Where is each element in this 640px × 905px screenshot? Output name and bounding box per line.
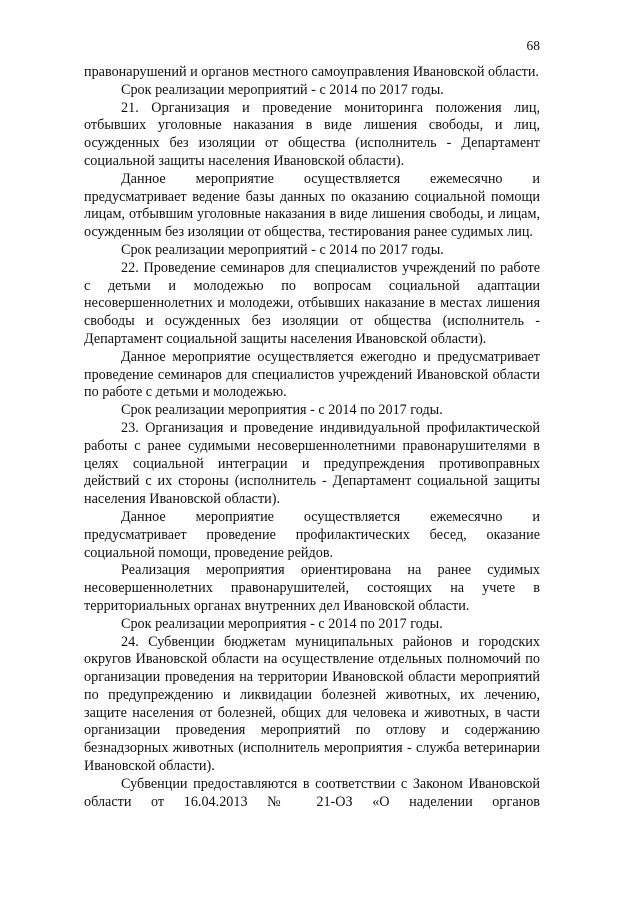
document-body [84, 64, 540, 811]
paragraph: 24. Субвенции бюджетам муниципальных районов и городских округов Ивановской области на осуществление отдельных полномочий по организации проведения на территории Ивановской области мероприятий по предупреждению и ликвидации болезней животных, их лечению, защите населения от болезней, общих для человека и животных, в части организации проведения мероприятий по отлову и содержанию безнадзорных животных (исполнитель мероприятия - служба ветеринарии Ивановской области). [84, 633, 540, 775]
paragraph: Срок реализации мероприятия - с 2014 по 2017 годы. [121, 615, 443, 632]
paragraph: 22. Проведение семинаров для специалистов учреждений по работе с детьми и молодежью по вопросам социальной адаптации несовершеннолетних и молодежи, отбывших наказание в местах лишения свободы и осужденных без изоляции от общества (исполнитель - Департамент социальной защиты населения Ивановской области). [84, 259, 540, 347]
paragraph: Срок реализации мероприятий - с 2014 по 2017 годы. [121, 81, 444, 98]
paragraph: Субвенции предоставляются в соответствии с Законом Ивановской области от 16.04.2013 № 21-ОЗ «О наделении органов [84, 775, 540, 810]
paragraph: Срок реализации мероприятий - с 2014 по 2017 годы. [121, 241, 444, 258]
paragraph: Данное мероприятие осуществляется ежегодно и предусматривает проведение семинаров для специалистов учреждений Ивановской области по работе с детьми и молодежью. [84, 348, 540, 401]
paragraph: Данное мероприятие осуществляется ежемесячно и предусматривает проведение профилактических бесед, оказание социальной помощи, проведение рейдов. [84, 508, 540, 561]
paragraph: 21. Организация и проведение мониторинга положения лиц, отбывших уголовные наказания в виде лишения свободы, и лиц, осужденных без изоляции от общества (исполнитель - Департамент социальной защиты населения Ивановской области). [84, 99, 540, 169]
paragraph: Срок реализации мероприятия - с 2014 по 2017 годы. [121, 402, 443, 419]
paragraph: правонарушений и органов местного самоуправления Ивановской области. [84, 64, 539, 80]
paragraph: Реализация мероприятия ориентирована на ранее судимых несовершеннолетних правонарушителей, состоящих на учете в территориальных органах внутренних дел Ивановской области. [84, 562, 540, 614]
page-number: 68 [526, 38, 540, 53]
paragraph: Данное мероприятие осуществляется ежемесячно и предусматривает ведение базы данных по оказанию социальной помощи лицам, отбывшим уголовные наказания в виде лишения свободы, и лицам, осужденным без изоляции от общества, тестирования ранее судимых лиц. [84, 170, 540, 241]
paragraph: 23. Организация и проведение индивидуальной профилактической работы с ранее судимыми несовершеннолетними правонарушителями в целях социальной интеграции и предупреждения противоправных действий с их стороны (исполнитель - Департамент социальной защиты населения Ивановской области). [84, 419, 540, 508]
